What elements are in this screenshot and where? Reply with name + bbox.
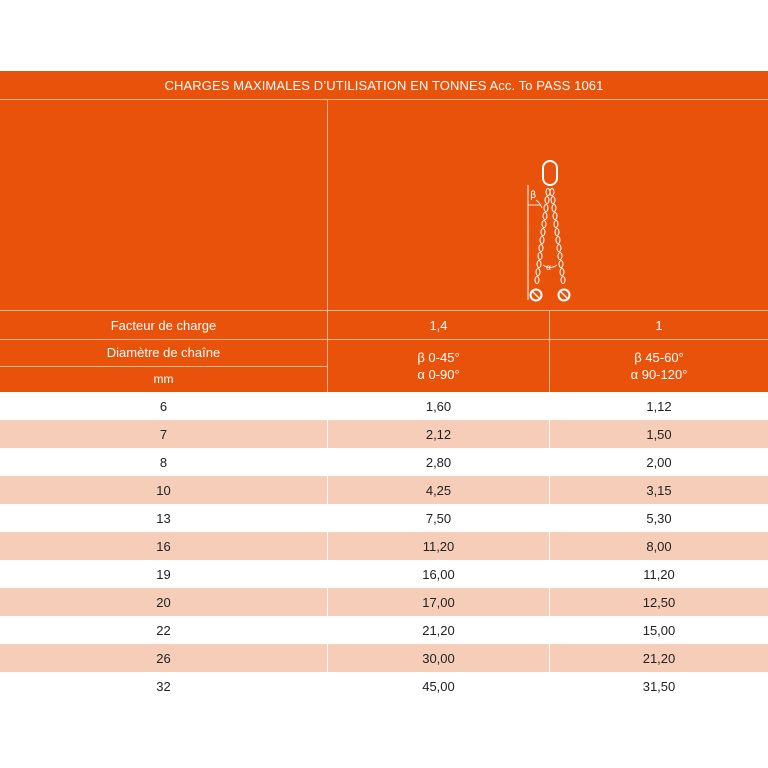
load-cell-2: 11,20 [643, 566, 675, 582]
angle-header-1-beta: β 0-45° [417, 350, 460, 365]
load-table [0, 71, 768, 700]
load-cell-1: 17,00 [328, 588, 550, 616]
diameter-cell: 26 [0, 644, 328, 672]
diameter-cell: 13 [156, 510, 171, 526]
diameter-cell: 7 [0, 420, 328, 448]
load-cell-2: 1,12 [646, 398, 672, 414]
load-cell-1: 30,00 [328, 644, 550, 672]
diameter-unit: mm [153, 372, 174, 387]
load-cell-1: 45,00 [422, 678, 455, 694]
angle-header-row [0, 340, 768, 392]
table-row [0, 476, 768, 504]
load-cell-1: 21,20 [422, 622, 455, 638]
diameter-cell: 8 [159, 454, 168, 470]
alpha-label: α [546, 263, 552, 272]
table-row [0, 420, 768, 448]
angle-header-2 [550, 340, 768, 392]
table-row [0, 532, 768, 560]
load-cell-2: 31,50 [642, 678, 676, 694]
load-cell-1: 2,80 [425, 454, 452, 470]
diameter-cell: 22 [156, 622, 171, 638]
factor-value-2: 1 [655, 317, 663, 333]
table-row [0, 616, 768, 644]
factor-label: Facteur de charge [0, 311, 328, 339]
angle-header-1-alpha: α 0-90° [417, 367, 460, 382]
diameter-label: Diamètre de chaîne [0, 340, 327, 367]
table-title [0, 71, 768, 100]
table-row [0, 560, 768, 588]
load-cell-1: 11,20 [328, 532, 550, 560]
load-cell-2: 1,50 [646, 426, 672, 442]
angle-header-1 [328, 340, 550, 392]
diameter-header [0, 340, 328, 392]
illustration-cell [328, 100, 768, 310]
diameter-cell: 10 [0, 476, 328, 504]
diameter-cell: 32 [156, 678, 171, 694]
load-cell-1: 7,50 [425, 510, 452, 526]
table-row [0, 672, 768, 700]
table-row [0, 448, 768, 476]
load-cell-2: 3,15 [646, 482, 672, 498]
table-title-text: CHARGES MAXIMALES D’UTILISATION EN TONNES Acc. To PASS 1061 [164, 77, 604, 93]
load-cell-1: 2,12 [328, 420, 550, 448]
load-cell-1: 4,25 [328, 476, 550, 504]
factor-row [0, 311, 768, 340]
angle-header-2-beta: β 45-60° [634, 350, 684, 365]
table-row [0, 644, 768, 672]
two-leg-chain-sling-icon [328, 100, 768, 310]
load-cell-2: 15,00 [642, 622, 676, 638]
load-cell-1: 1,60 [425, 398, 452, 414]
diameter-cell: 16 [0, 532, 328, 560]
angle-header-2-alpha: α 90-120° [630, 367, 688, 382]
load-cell-2: 5,30 [646, 510, 672, 526]
load-cell-2: 12,50 [642, 594, 676, 610]
illustration-row [0, 100, 768, 311]
illustration-blank-cell [0, 100, 328, 310]
table-row [0, 504, 768, 532]
load-cell-2: 8,00 [646, 538, 672, 554]
beta-label: β [530, 190, 537, 201]
diameter-cell: 19 [156, 566, 171, 582]
diameter-cell: 6 [159, 398, 168, 414]
load-cell-1: 16,00 [422, 566, 455, 582]
load-cell-2: 2,00 [646, 454, 672, 470]
table-body [0, 392, 768, 700]
table-row [0, 588, 768, 616]
table-row [0, 392, 768, 420]
factor-value-1: 1,4 [328, 311, 550, 339]
load-cell-2: 21,20 [642, 650, 676, 666]
diameter-cell: 20 [0, 588, 328, 616]
